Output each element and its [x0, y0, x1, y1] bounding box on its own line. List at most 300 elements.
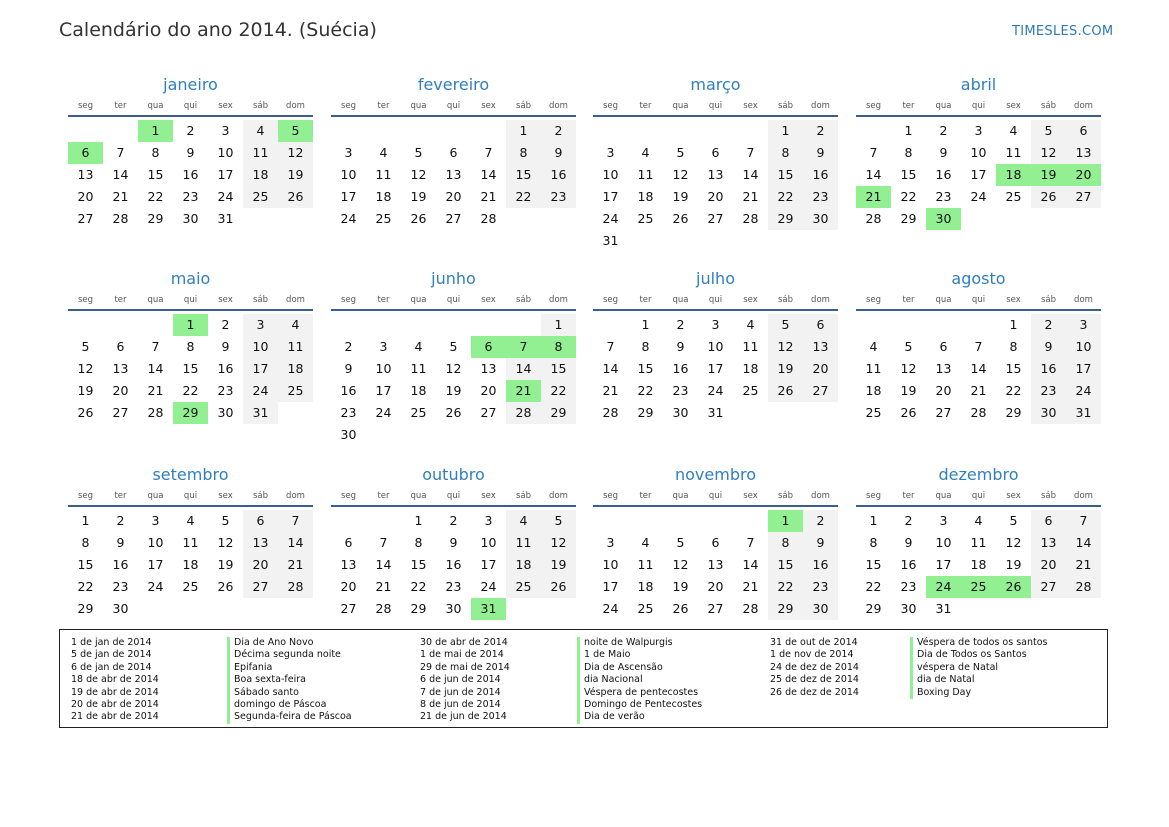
- weekday-label: sex: [481, 101, 496, 111]
- day-cell: 20: [1066, 164, 1101, 186]
- day-cell: 13: [77, 167, 94, 182]
- day-cell: 15: [865, 557, 882, 572]
- day-cell: 22: [865, 579, 882, 594]
- day-cell: 2: [541, 120, 576, 142]
- day-cell: 2: [1031, 314, 1066, 336]
- day-cell: 11: [637, 167, 654, 182]
- day-cell: 4: [1009, 123, 1018, 138]
- day-cell: 20: [112, 383, 129, 398]
- day-cell: 19: [278, 164, 313, 186]
- day-cell: 27: [707, 211, 724, 226]
- day-cell: 15: [768, 164, 803, 186]
- day-cell: 12: [445, 361, 462, 376]
- day-cell: 17: [970, 167, 987, 182]
- day-cell: 15: [768, 554, 803, 576]
- day-cell: 18: [637, 579, 654, 594]
- empty-cell: [628, 510, 663, 532]
- day-cell: 9: [803, 532, 838, 554]
- day-cell: 4: [278, 314, 313, 336]
- weekday-label: sáb: [252, 295, 269, 305]
- day-cell: 18: [410, 383, 427, 398]
- holiday-date: 29 de mai de 2014: [420, 661, 510, 673]
- holiday-name: Véspera de todos os santos: [910, 637, 1047, 649]
- day-cell: 10: [480, 535, 497, 550]
- day-cell: 29: [768, 208, 803, 230]
- day-cell: 19: [541, 554, 576, 576]
- day-cell: 1: [768, 510, 803, 532]
- day-cell: 13: [935, 361, 952, 376]
- weekday-label: qua: [147, 101, 164, 111]
- day-cell: 18: [375, 189, 392, 204]
- day-cell: 24: [1066, 380, 1101, 402]
- day-cell: 5: [1009, 513, 1018, 528]
- month-setembro: [68, 463, 313, 620]
- day-cell: 30: [1031, 402, 1066, 424]
- weekday-label: ter: [639, 295, 652, 305]
- day-cell: 19: [672, 579, 689, 594]
- day-cell: 28: [480, 211, 497, 226]
- day-cell: 18: [182, 557, 199, 572]
- day-cell: 5: [278, 120, 313, 142]
- holiday-name: dia Nacional: [577, 674, 702, 686]
- holiday-date: 19 de abr de 2014: [71, 686, 159, 698]
- day-cell: 19: [1005, 557, 1022, 572]
- weekday-label: qui: [708, 295, 723, 305]
- weekday-label: sex: [743, 101, 758, 111]
- day-cell: 13: [1066, 142, 1101, 164]
- day-cell: 5: [1031, 120, 1066, 142]
- weekday-label: ter: [639, 491, 652, 501]
- holiday-name: Boxing Day: [910, 687, 1047, 699]
- weekday-label: sáb: [1040, 491, 1057, 501]
- holiday-name: Dia de Ascensão: [577, 662, 702, 674]
- weekday-label: dom: [811, 295, 830, 305]
- day-cell: 16: [112, 557, 129, 572]
- day-cell: 4: [243, 120, 278, 142]
- day-cell: 10: [340, 167, 357, 182]
- holiday-date: 1 de nov de 2014: [770, 649, 854, 661]
- day-cell: 23: [803, 186, 838, 208]
- weekday-label: qua: [935, 491, 952, 501]
- day-cell: 8: [641, 339, 650, 354]
- day-cell: 28: [147, 405, 164, 420]
- day-cell: 3: [974, 123, 983, 138]
- holiday-name: dia de Natal: [910, 674, 1047, 686]
- day-cell: 9: [904, 535, 913, 550]
- weekday-label: seg: [865, 295, 882, 305]
- day-cell: 12: [768, 336, 803, 358]
- weekday-label: sex: [1006, 295, 1021, 305]
- day-cell: 25: [182, 579, 199, 594]
- day-cell: 12: [278, 142, 313, 164]
- weekday-label: seg: [77, 295, 94, 305]
- day-cell: 26: [672, 211, 689, 226]
- day-cell: 25: [637, 211, 654, 226]
- day-cell: 11: [865, 361, 882, 376]
- day-cell: 6: [939, 339, 948, 354]
- day-cell: 29: [77, 601, 94, 616]
- day-cell: 16: [541, 164, 576, 186]
- day-cell: 15: [541, 358, 576, 380]
- day-cell: 6: [243, 510, 278, 532]
- day-cell: 1: [641, 317, 650, 332]
- day-cell: 28: [1066, 576, 1101, 598]
- day-cell: 30: [217, 405, 234, 420]
- empty-cell: [436, 120, 471, 142]
- weekday-label: dom: [1074, 101, 1093, 111]
- day-cell: 15: [506, 164, 541, 186]
- page-title: Calendário do ano 2014. (Suécia): [59, 19, 377, 41]
- day-cell: 3: [711, 317, 720, 332]
- day-cell: 10: [602, 557, 619, 572]
- day-cell: 20: [935, 383, 952, 398]
- day-cell: 10: [1066, 336, 1101, 358]
- day-cell: 6: [803, 314, 838, 336]
- weekday-label: sex: [1006, 491, 1021, 501]
- day-cell: 22: [506, 186, 541, 208]
- day-cell: 27: [803, 380, 838, 402]
- day-cell: 26: [278, 186, 313, 208]
- empty-cell: [138, 314, 173, 336]
- day-cell: 27: [1066, 186, 1101, 208]
- day-cell: 23: [217, 383, 234, 398]
- weekday-label: seg: [77, 101, 94, 111]
- day-cell: 26: [217, 579, 234, 594]
- day-cell: 11: [742, 339, 759, 354]
- day-cell: 24: [217, 189, 234, 204]
- holiday-name: 1 de Maio: [577, 649, 702, 661]
- month-maio: [68, 267, 313, 424]
- day-cell: 13: [707, 557, 724, 572]
- day-cell: 31: [1066, 402, 1101, 424]
- day-grid: [856, 510, 1101, 620]
- day-cell: 26: [768, 380, 803, 402]
- day-cell: 16: [900, 557, 917, 572]
- day-cell: 12: [1031, 142, 1066, 164]
- day-cell: 11: [410, 361, 427, 376]
- holiday-date: 21 de jun de 2014: [420, 711, 507, 723]
- weekday-label: seg: [602, 295, 619, 305]
- weekday-label: seg: [340, 491, 357, 501]
- day-cell: 29: [147, 211, 164, 226]
- month-name: janeiro: [163, 75, 218, 94]
- day-cell: 24: [340, 211, 357, 226]
- weekday-label: ter: [114, 491, 127, 501]
- holiday-name: noite de Walpurgis: [577, 637, 702, 649]
- day-cell: 28: [506, 402, 541, 424]
- day-cell: 3: [344, 145, 353, 160]
- day-cell: 14: [602, 361, 619, 376]
- day-cell: 28: [865, 211, 882, 226]
- day-cell: 19: [77, 383, 94, 398]
- day-cell: 26: [672, 601, 689, 616]
- empty-cell: [68, 314, 103, 336]
- month-fevereiro: [331, 73, 576, 230]
- day-cell: 7: [379, 535, 388, 550]
- day-cell: 21: [375, 579, 392, 594]
- day-cell: 4: [506, 510, 541, 532]
- weekday-label: dom: [286, 101, 305, 111]
- day-cell: 30: [672, 405, 689, 420]
- day-cell: 16: [672, 361, 689, 376]
- holiday-date: 18 de abr de 2014: [71, 674, 159, 686]
- weekday-header: [68, 487, 313, 507]
- day-cell: 8: [869, 535, 878, 550]
- empty-cell: [401, 120, 436, 142]
- weekday-header: [593, 291, 838, 311]
- day-cell: 17: [935, 557, 952, 572]
- day-cell: 5: [541, 510, 576, 532]
- day-cell: 14: [375, 557, 392, 572]
- day-cell: 17: [602, 189, 619, 204]
- empty-cell: [733, 120, 768, 142]
- holiday-date: 1 de jan de 2014: [71, 637, 152, 648]
- day-cell: 13: [112, 361, 129, 376]
- day-cell: 29: [637, 405, 654, 420]
- day-cell: 7: [974, 339, 983, 354]
- day-cell: 17: [340, 189, 357, 204]
- holiday-date: 7 de jun de 2014: [420, 686, 501, 698]
- holiday-list: [59, 629, 1108, 728]
- day-cell: 27: [77, 211, 94, 226]
- day-cell: 26: [996, 576, 1031, 598]
- day-cell: 31: [602, 233, 619, 248]
- holiday-date: 6 de jun de 2014: [420, 674, 501, 686]
- weekday-header: [593, 97, 838, 117]
- weekday-label: sáb: [1040, 101, 1057, 111]
- weekday-header: [331, 97, 576, 117]
- day-cell: 4: [746, 317, 755, 332]
- day-cell: 30: [445, 601, 462, 616]
- weekday-label: sex: [218, 491, 233, 501]
- holiday-names-column: [910, 637, 1047, 699]
- day-cell: 16: [182, 167, 199, 182]
- day-cell: 13: [340, 557, 357, 572]
- day-cell: 9: [449, 535, 458, 550]
- day-cell: 12: [217, 535, 234, 550]
- day-cell: 18: [970, 557, 987, 572]
- day-cell: 2: [221, 317, 230, 332]
- day-cell: 7: [116, 145, 125, 160]
- day-cell: 20: [803, 358, 838, 380]
- day-cell: 11: [182, 535, 199, 550]
- day-cell: 9: [939, 145, 948, 160]
- weekday-label: dom: [549, 295, 568, 305]
- month-name: abril: [960, 75, 997, 94]
- empty-cell: [663, 120, 698, 142]
- day-cell: 5: [449, 339, 458, 354]
- day-cell: 27: [1031, 576, 1066, 598]
- day-cell: 6: [449, 145, 458, 160]
- day-cell: 20: [243, 554, 278, 576]
- day-cell: 1: [506, 120, 541, 142]
- day-cell: 30: [182, 211, 199, 226]
- weekday-label: dom: [1074, 491, 1093, 501]
- site-link[interactable]: TIMESLES.COM: [1012, 24, 1114, 39]
- day-cell: 13: [243, 532, 278, 554]
- weekday-label: ter: [377, 491, 390, 501]
- day-cell: 13: [707, 167, 724, 182]
- day-cell: 16: [445, 557, 462, 572]
- empty-cell: [593, 314, 628, 336]
- day-cell: 26: [445, 405, 462, 420]
- holiday-names-column: [577, 637, 702, 724]
- holiday-date: 25 de dez de 2014: [770, 674, 859, 686]
- day-cell: 7: [484, 145, 493, 160]
- day-cell: 19: [672, 189, 689, 204]
- weekday-label: sex: [743, 295, 758, 305]
- day-cell: 12: [1005, 535, 1022, 550]
- day-cell: 24: [243, 380, 278, 402]
- day-cell: 5: [676, 145, 685, 160]
- day-cell: 18: [637, 189, 654, 204]
- weekday-label: sáb: [777, 491, 794, 501]
- day-cell: 11: [278, 336, 313, 358]
- day-cell: 12: [77, 361, 94, 376]
- month-name: novembro: [675, 465, 756, 484]
- day-cell: 24: [602, 211, 619, 226]
- day-grid: [331, 314, 576, 446]
- day-cell: 1: [173, 314, 208, 336]
- day-cell: 22: [1005, 383, 1022, 398]
- empty-cell: [436, 314, 471, 336]
- day-grid: [593, 510, 838, 620]
- day-cell: 8: [904, 145, 913, 160]
- holiday-name: véspera de Natal: [910, 662, 1047, 674]
- weekday-label: ter: [902, 101, 915, 111]
- empty-cell: [471, 120, 506, 142]
- weekday-label: qui: [971, 101, 986, 111]
- weekday-label: sáb: [777, 295, 794, 305]
- day-cell: 14: [742, 167, 759, 182]
- empty-cell: [593, 510, 628, 532]
- month-name: outubro: [422, 465, 485, 484]
- holiday-name: Dia de Ano Novo: [227, 637, 352, 649]
- day-cell: 10: [147, 535, 164, 550]
- month-name: junho: [431, 269, 476, 288]
- day-cell: 10: [602, 167, 619, 182]
- weekday-label: dom: [1074, 295, 1093, 305]
- empty-cell: [366, 314, 401, 336]
- day-cell: 29: [865, 601, 882, 616]
- day-cell: 11: [506, 532, 541, 554]
- day-cell: 26: [77, 405, 94, 420]
- weekday-label: sex: [481, 491, 496, 501]
- day-cell: 1: [414, 513, 423, 528]
- weekday-label: qua: [672, 101, 689, 111]
- day-cell: 9: [186, 145, 195, 160]
- day-cell: 23: [1031, 380, 1066, 402]
- day-cell: 25: [410, 405, 427, 420]
- month-name: setembro: [152, 465, 229, 484]
- day-cell: 17: [1066, 358, 1101, 380]
- day-cell: 2: [449, 513, 458, 528]
- weekday-label: qui: [183, 295, 198, 305]
- day-cell: 15: [147, 167, 164, 182]
- day-cell: 14: [480, 167, 497, 182]
- day-cell: 3: [484, 513, 493, 528]
- day-cell: 27: [243, 576, 278, 598]
- holiday-name: Epifania: [227, 662, 352, 674]
- weekday-label: ter: [902, 295, 915, 305]
- weekday-label: ter: [377, 101, 390, 111]
- day-cell: 29: [1005, 405, 1022, 420]
- day-cell: 24: [375, 405, 392, 420]
- day-cell: 2: [186, 123, 195, 138]
- month-junho: [331, 267, 576, 446]
- day-cell: 9: [803, 142, 838, 164]
- day-cell: 7: [151, 339, 160, 354]
- day-cell: 10: [375, 361, 392, 376]
- day-cell: 25: [637, 601, 654, 616]
- day-cell: 6: [68, 142, 103, 164]
- weekday-label: ter: [377, 295, 390, 305]
- day-cell: 25: [278, 380, 313, 402]
- holiday-date: 30 de abr de 2014: [420, 637, 508, 648]
- empty-cell: [331, 510, 366, 532]
- day-cell: 1: [869, 513, 878, 528]
- day-cell: 18: [243, 164, 278, 186]
- weekday-label: ter: [114, 101, 127, 111]
- day-cell: 6: [711, 145, 720, 160]
- month-março: [593, 73, 838, 252]
- day-cell: 18: [506, 554, 541, 576]
- day-cell: 17: [480, 557, 497, 572]
- day-cell: 27: [480, 405, 497, 420]
- day-cell: 7: [746, 535, 755, 550]
- day-cell: 22: [541, 380, 576, 402]
- weekday-label: ter: [114, 295, 127, 305]
- day-cell: 12: [672, 557, 689, 572]
- empty-cell: [926, 314, 961, 336]
- empty-cell: [891, 314, 926, 336]
- weekday-header: [68, 291, 313, 311]
- weekday-label: sex: [481, 295, 496, 305]
- day-cell: 14: [147, 361, 164, 376]
- day-cell: 21: [742, 189, 759, 204]
- day-cell: 25: [375, 211, 392, 226]
- empty-cell: [331, 120, 366, 142]
- weekday-label: dom: [286, 491, 305, 501]
- day-cell: 2: [676, 317, 685, 332]
- day-cell: 2: [803, 510, 838, 532]
- day-cell: 4: [414, 339, 423, 354]
- day-cell: 9: [1031, 336, 1066, 358]
- day-cell: 30: [926, 208, 961, 230]
- holiday-dates-column: [420, 637, 510, 724]
- holiday-date: 21 de abr de 2014: [71, 711, 159, 723]
- empty-cell: [331, 314, 366, 336]
- day-cell: 14: [970, 361, 987, 376]
- day-cell: 13: [480, 361, 497, 376]
- weekday-label: sáb: [252, 491, 269, 501]
- day-cell: 16: [217, 361, 234, 376]
- day-cell: 10: [707, 339, 724, 354]
- weekday-label: seg: [602, 101, 619, 111]
- weekday-label: dom: [549, 491, 568, 501]
- weekday-label: dom: [286, 295, 305, 305]
- weekday-label: ter: [902, 491, 915, 501]
- weekday-label: sáb: [515, 295, 532, 305]
- day-cell: 17: [707, 361, 724, 376]
- day-cell: 4: [974, 513, 983, 528]
- day-cell: 18: [996, 164, 1031, 186]
- day-cell: 24: [970, 189, 987, 204]
- day-cell: 4: [186, 513, 195, 528]
- day-cell: 31: [243, 402, 278, 424]
- day-cell: 19: [768, 358, 803, 380]
- weekday-label: qui: [446, 491, 461, 501]
